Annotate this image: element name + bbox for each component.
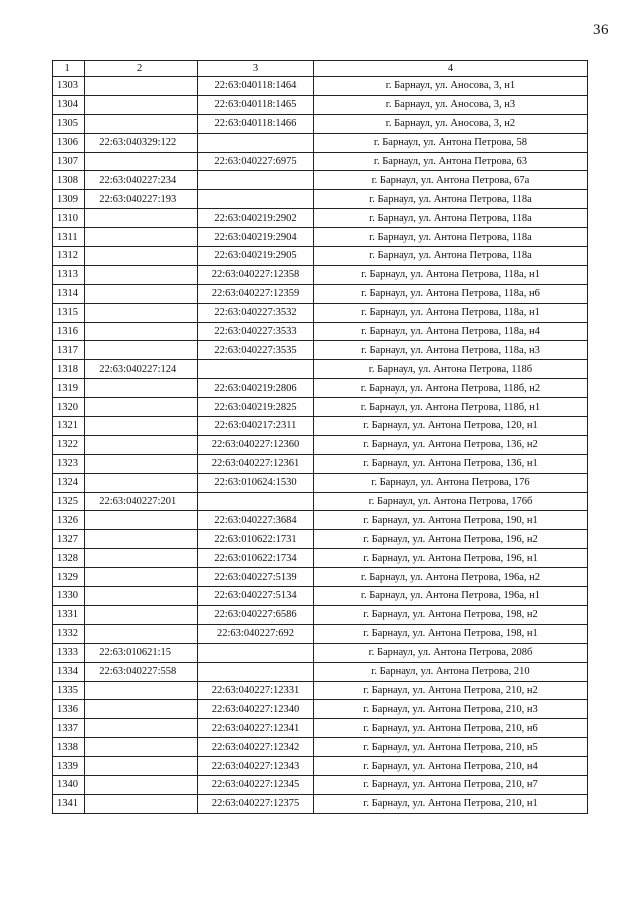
row-number-cell: 1316: [53, 322, 85, 341]
premises-cadastral-number-cell: 22:63:040219:2825: [198, 398, 314, 417]
premises-cadastral-number-cell: 22:63:040227:12375: [198, 794, 314, 813]
land-cadastral-number-cell: [85, 624, 198, 643]
address-cell: г. Барнаул, ул. Антона Петрова, 118а, н3: [313, 341, 587, 360]
table-row: [53, 454, 588, 473]
address-cell: г. Барнаул, ул. Антона Петрова, 196а, н1: [313, 587, 587, 606]
land-cadastral-number-cell: 22:63:040227:234: [85, 171, 198, 190]
table-row: [53, 587, 588, 606]
row-number-cell: 1321: [53, 417, 85, 436]
address-cell: г. Барнаул, ул. Антона Петрова, 196, н2: [313, 530, 587, 549]
land-cadastral-number-cell: [85, 738, 198, 757]
row-number-cell: 1310: [53, 209, 85, 228]
land-cadastral-number-cell: 22:63:010621:15: [85, 643, 198, 662]
address-cell: г. Барнаул, ул. Антона Петрова, 118а, н4: [313, 322, 587, 341]
premises-cadastral-number-cell: 22:63:040227:3535: [198, 341, 314, 360]
row-number-cell: 1303: [53, 77, 85, 96]
land-cadastral-number-cell: [85, 794, 198, 813]
table-row: [53, 303, 588, 322]
premises-cadastral-number-cell: [198, 171, 314, 190]
land-cadastral-number-cell: [85, 284, 198, 303]
table-row: [53, 322, 588, 341]
row-number-cell: 1311: [53, 228, 85, 247]
land-cadastral-number-cell: [85, 605, 198, 624]
table-row: [53, 662, 588, 681]
row-number-cell: 1338: [53, 738, 85, 757]
address-cell: г. Барнаул, ул. Антона Петрова, 118б: [313, 360, 587, 379]
address-cell: г. Барнаул, ул. Антона Петрова, 196, н1: [313, 549, 587, 568]
address-cell: г. Барнаул, ул. Антона Петрова, 118б, н1: [313, 398, 587, 417]
premises-cadastral-number-cell: 22:63:040219:2806: [198, 379, 314, 398]
table-row: [53, 360, 588, 379]
table-row: [53, 209, 588, 228]
premises-cadastral-number-cell: [198, 360, 314, 379]
land-cadastral-number-cell: [85, 530, 198, 549]
address-cell: г. Барнаул, ул. Антона Петрова, 118а: [313, 228, 587, 247]
address-cell: г. Барнаул, ул. Антона Петрова, 210: [313, 662, 587, 681]
land-cadastral-number-cell: [85, 700, 198, 719]
address-cell: г. Барнаул, ул. Антона Петрова, 196а, н2: [313, 568, 587, 587]
table-row: [53, 605, 588, 624]
row-number-cell: 1305: [53, 114, 85, 133]
row-number-cell: 1313: [53, 265, 85, 284]
row-number-cell: 1317: [53, 341, 85, 360]
premises-cadastral-number-cell: 22:63:040227:12341: [198, 719, 314, 738]
row-number-cell: 1341: [53, 794, 85, 813]
address-cell: г. Барнаул, ул. Антона Петрова, 118а, н6: [313, 284, 587, 303]
table-row: [53, 624, 588, 643]
column-header: 4: [313, 61, 587, 77]
page-number: 36: [593, 22, 609, 38]
row-number-cell: 1315: [53, 303, 85, 322]
address-cell: г. Барнаул, ул. Антона Петрова, 208б: [313, 643, 587, 662]
row-number-cell: 1325: [53, 492, 85, 511]
column-header: 2: [85, 61, 198, 77]
table-row: [53, 190, 588, 209]
address-cell: г. Барнаул, ул. Антона Петрова, 176: [313, 473, 587, 492]
premises-cadastral-number-cell: 22:63:010622:1734: [198, 549, 314, 568]
premises-cadastral-number-cell: 22:63:040227:12340: [198, 700, 314, 719]
table-row: [53, 228, 588, 247]
land-cadastral-number-cell: 22:63:040329:122: [85, 133, 198, 152]
address-cell: г. Барнаул, ул. Антона Петрова, 118а: [313, 209, 587, 228]
land-cadastral-number-cell: [85, 587, 198, 606]
table-row: [53, 265, 588, 284]
table-row: [53, 757, 588, 776]
premises-cadastral-number-cell: 22:63:010622:1731: [198, 530, 314, 549]
row-number-cell: 1322: [53, 435, 85, 454]
row-number-cell: 1314: [53, 284, 85, 303]
premises-cadastral-number-cell: 22:63:040227:12358: [198, 265, 314, 284]
premises-cadastral-number-cell: 22:63:040227:12359: [198, 284, 314, 303]
land-cadastral-number-cell: [85, 454, 198, 473]
land-cadastral-number-cell: [85, 379, 198, 398]
land-cadastral-number-cell: [85, 417, 198, 436]
table-row: [53, 643, 588, 662]
table-row: [53, 700, 588, 719]
premises-cadastral-number-cell: 22:63:040227:12343: [198, 757, 314, 776]
land-cadastral-number-cell: [85, 95, 198, 114]
land-cadastral-number-cell: [85, 398, 198, 417]
row-number-cell: 1318: [53, 360, 85, 379]
premises-cadastral-number-cell: [198, 190, 314, 209]
premises-cadastral-number-cell: 22:63:040227:5139: [198, 568, 314, 587]
premises-cadastral-number-cell: 22:63:040227:6586: [198, 605, 314, 624]
premises-cadastral-number-cell: 22:63:040227:12361: [198, 454, 314, 473]
table-row: [53, 114, 588, 133]
row-number-cell: 1324: [53, 473, 85, 492]
table-row: [53, 284, 588, 303]
table-row: [53, 133, 588, 152]
land-cadastral-number-cell: [85, 228, 198, 247]
table-row: [53, 473, 588, 492]
premises-cadastral-number-cell: 22:63:040118:1466: [198, 114, 314, 133]
address-cell: г. Барнаул, ул. Антона Петрова, 210, н5: [313, 738, 587, 757]
table-row: [53, 417, 588, 436]
address-cell: г. Барнаул, ул. Антона Петрова, 210, н1: [313, 794, 587, 813]
address-cell: г. Барнаул, ул. Антона Петрова, 118а, н1: [313, 303, 587, 322]
premises-cadastral-number-cell: 22:63:040227:3533: [198, 322, 314, 341]
row-number-cell: 1312: [53, 247, 85, 266]
table-row: [53, 247, 588, 266]
address-cell: г. Барнаул, ул. Аносова, 3, н3: [313, 95, 587, 114]
table-row: [53, 738, 588, 757]
premises-cadastral-number-cell: [198, 662, 314, 681]
table-row: [53, 511, 588, 530]
land-cadastral-number-cell: [85, 247, 198, 266]
premises-cadastral-number-cell: 22:63:040227:6975: [198, 152, 314, 171]
land-cadastral-number-cell: [85, 549, 198, 568]
premises-cadastral-number-cell: 22:63:040219:2902: [198, 209, 314, 228]
address-cell: г. Барнаул, ул. Антона Петрова, 118а: [313, 247, 587, 266]
address-cell: г. Барнаул, ул. Антона Петрова, 63: [313, 152, 587, 171]
table-row: [53, 398, 588, 417]
row-number-cell: 1331: [53, 605, 85, 624]
table-row: [53, 435, 588, 454]
row-number-cell: 1323: [53, 454, 85, 473]
land-cadastral-number-cell: [85, 511, 198, 530]
address-cell: г. Барнаул, ул. Антона Петрова, 118а: [313, 190, 587, 209]
address-cell: г. Барнаул, ул. Антона Петрова, 190, н1: [313, 511, 587, 530]
address-table: [52, 60, 588, 814]
row-number-cell: 1333: [53, 643, 85, 662]
table-row: [53, 171, 588, 190]
address-cell: г. Барнаул, ул. Антона Петрова, 176б: [313, 492, 587, 511]
land-cadastral-number-cell: [85, 114, 198, 133]
table-row: [53, 95, 588, 114]
row-number-cell: 1330: [53, 587, 85, 606]
land-cadastral-number-cell: [85, 77, 198, 96]
premises-cadastral-number-cell: 22:63:040227:12331: [198, 681, 314, 700]
premises-cadastral-number-cell: 22:63:040118:1464: [198, 77, 314, 96]
row-number-cell: 1329: [53, 568, 85, 587]
premises-cadastral-number-cell: [198, 133, 314, 152]
premises-cadastral-number-cell: 22:63:040227:3684: [198, 511, 314, 530]
address-cell: г. Барнаул, ул. Антона Петрова, 67а: [313, 171, 587, 190]
row-number-cell: 1340: [53, 775, 85, 794]
land-cadastral-number-cell: [85, 209, 198, 228]
land-cadastral-number-cell: [85, 757, 198, 776]
land-cadastral-number-cell: [85, 152, 198, 171]
address-cell: г. Барнаул, ул. Антона Петрова, 136, н1: [313, 454, 587, 473]
land-cadastral-number-cell: [85, 568, 198, 587]
column-header: 1: [53, 61, 85, 77]
land-cadastral-number-cell: [85, 681, 198, 700]
address-cell: г. Барнаул, ул. Антона Петрова, 210, н6: [313, 719, 587, 738]
land-cadastral-number-cell: 22:63:040227:201: [85, 492, 198, 511]
row-number-cell: 1307: [53, 152, 85, 171]
table-header-row: [53, 61, 588, 77]
address-cell: г. Барнаул, ул. Антона Петрова, 198, н2: [313, 605, 587, 624]
row-number-cell: 1309: [53, 190, 85, 209]
premises-cadastral-number-cell: 22:63:040227:5134: [198, 587, 314, 606]
address-cell: г. Барнаул, ул. Антона Петрова, 210, н2: [313, 681, 587, 700]
row-number-cell: 1337: [53, 719, 85, 738]
address-cell: г. Барнаул, ул. Аносова, 3, н1: [313, 77, 587, 96]
address-cell: г. Барнаул, ул. Антона Петрова, 120, н1: [313, 417, 587, 436]
table-row: [53, 152, 588, 171]
table-row: [53, 568, 588, 587]
premises-cadastral-number-cell: 22:63:040227:12360: [198, 435, 314, 454]
land-cadastral-number-cell: 22:63:040227:124: [85, 360, 198, 379]
premises-cadastral-number-cell: 22:63:040227:3532: [198, 303, 314, 322]
table-row: [53, 530, 588, 549]
table-body: [53, 77, 588, 814]
table-row: [53, 794, 588, 813]
row-number-cell: 1335: [53, 681, 85, 700]
address-cell: г. Барнаул, ул. Антона Петрова, 198, н1: [313, 624, 587, 643]
table-row: [53, 379, 588, 398]
row-number-cell: 1327: [53, 530, 85, 549]
row-number-cell: 1306: [53, 133, 85, 152]
row-number-cell: 1328: [53, 549, 85, 568]
address-cell: г. Барнаул, ул. Антона Петрова, 210, н3: [313, 700, 587, 719]
row-number-cell: 1319: [53, 379, 85, 398]
table-row: [53, 549, 588, 568]
land-cadastral-number-cell: [85, 435, 198, 454]
premises-cadastral-number-cell: 22:63:040227:12345: [198, 775, 314, 794]
premises-cadastral-number-cell: 22:63:010624:1530: [198, 473, 314, 492]
row-number-cell: 1304: [53, 95, 85, 114]
land-cadastral-number-cell: [85, 473, 198, 492]
land-cadastral-number-cell: [85, 775, 198, 794]
row-number-cell: 1332: [53, 624, 85, 643]
address-cell: г. Барнаул, ул. Антона Петрова, 210, н4: [313, 757, 587, 776]
premises-cadastral-number-cell: [198, 492, 314, 511]
premises-cadastral-number-cell: 22:63:040219:2905: [198, 247, 314, 266]
land-cadastral-number-cell: 22:63:040227:193: [85, 190, 198, 209]
table-row: [53, 341, 588, 360]
premises-cadastral-number-cell: 22:63:040219:2904: [198, 228, 314, 247]
address-cell: г. Барнаул, ул. Антона Петрова, 210, н7: [313, 775, 587, 794]
address-cell: г. Барнаул, ул. Антона Петрова, 136, н2: [313, 435, 587, 454]
premises-cadastral-number-cell: [198, 643, 314, 662]
table-row: [53, 77, 588, 96]
premises-cadastral-number-cell: 22:63:040118:1465: [198, 95, 314, 114]
address-cell: г. Барнаул, ул. Аносова, 3, н2: [313, 114, 587, 133]
land-cadastral-number-cell: [85, 303, 198, 322]
land-cadastral-number-cell: [85, 265, 198, 284]
land-cadastral-number-cell: [85, 322, 198, 341]
premises-cadastral-number-cell: 22:63:040217:2311: [198, 417, 314, 436]
land-cadastral-number-cell: [85, 341, 198, 360]
address-cell: г. Барнаул, ул. Антона Петрова, 118а, н1: [313, 265, 587, 284]
address-cell: г. Барнаул, ул. Антона Петрова, 118б, н2: [313, 379, 587, 398]
land-cadastral-number-cell: [85, 719, 198, 738]
table-row: [53, 492, 588, 511]
column-header: 3: [198, 61, 314, 77]
table-row: [53, 775, 588, 794]
row-number-cell: 1334: [53, 662, 85, 681]
row-number-cell: 1308: [53, 171, 85, 190]
land-cadastral-number-cell: 22:63:040227:558: [85, 662, 198, 681]
address-cell: г. Барнаул, ул. Антона Петрова, 58: [313, 133, 587, 152]
premises-cadastral-number-cell: 22:63:040227:692: [198, 624, 314, 643]
row-number-cell: 1320: [53, 398, 85, 417]
table-row: [53, 681, 588, 700]
row-number-cell: 1326: [53, 511, 85, 530]
row-number-cell: 1336: [53, 700, 85, 719]
row-number-cell: 1339: [53, 757, 85, 776]
table-row: [53, 719, 588, 738]
premises-cadastral-number-cell: 22:63:040227:12342: [198, 738, 314, 757]
